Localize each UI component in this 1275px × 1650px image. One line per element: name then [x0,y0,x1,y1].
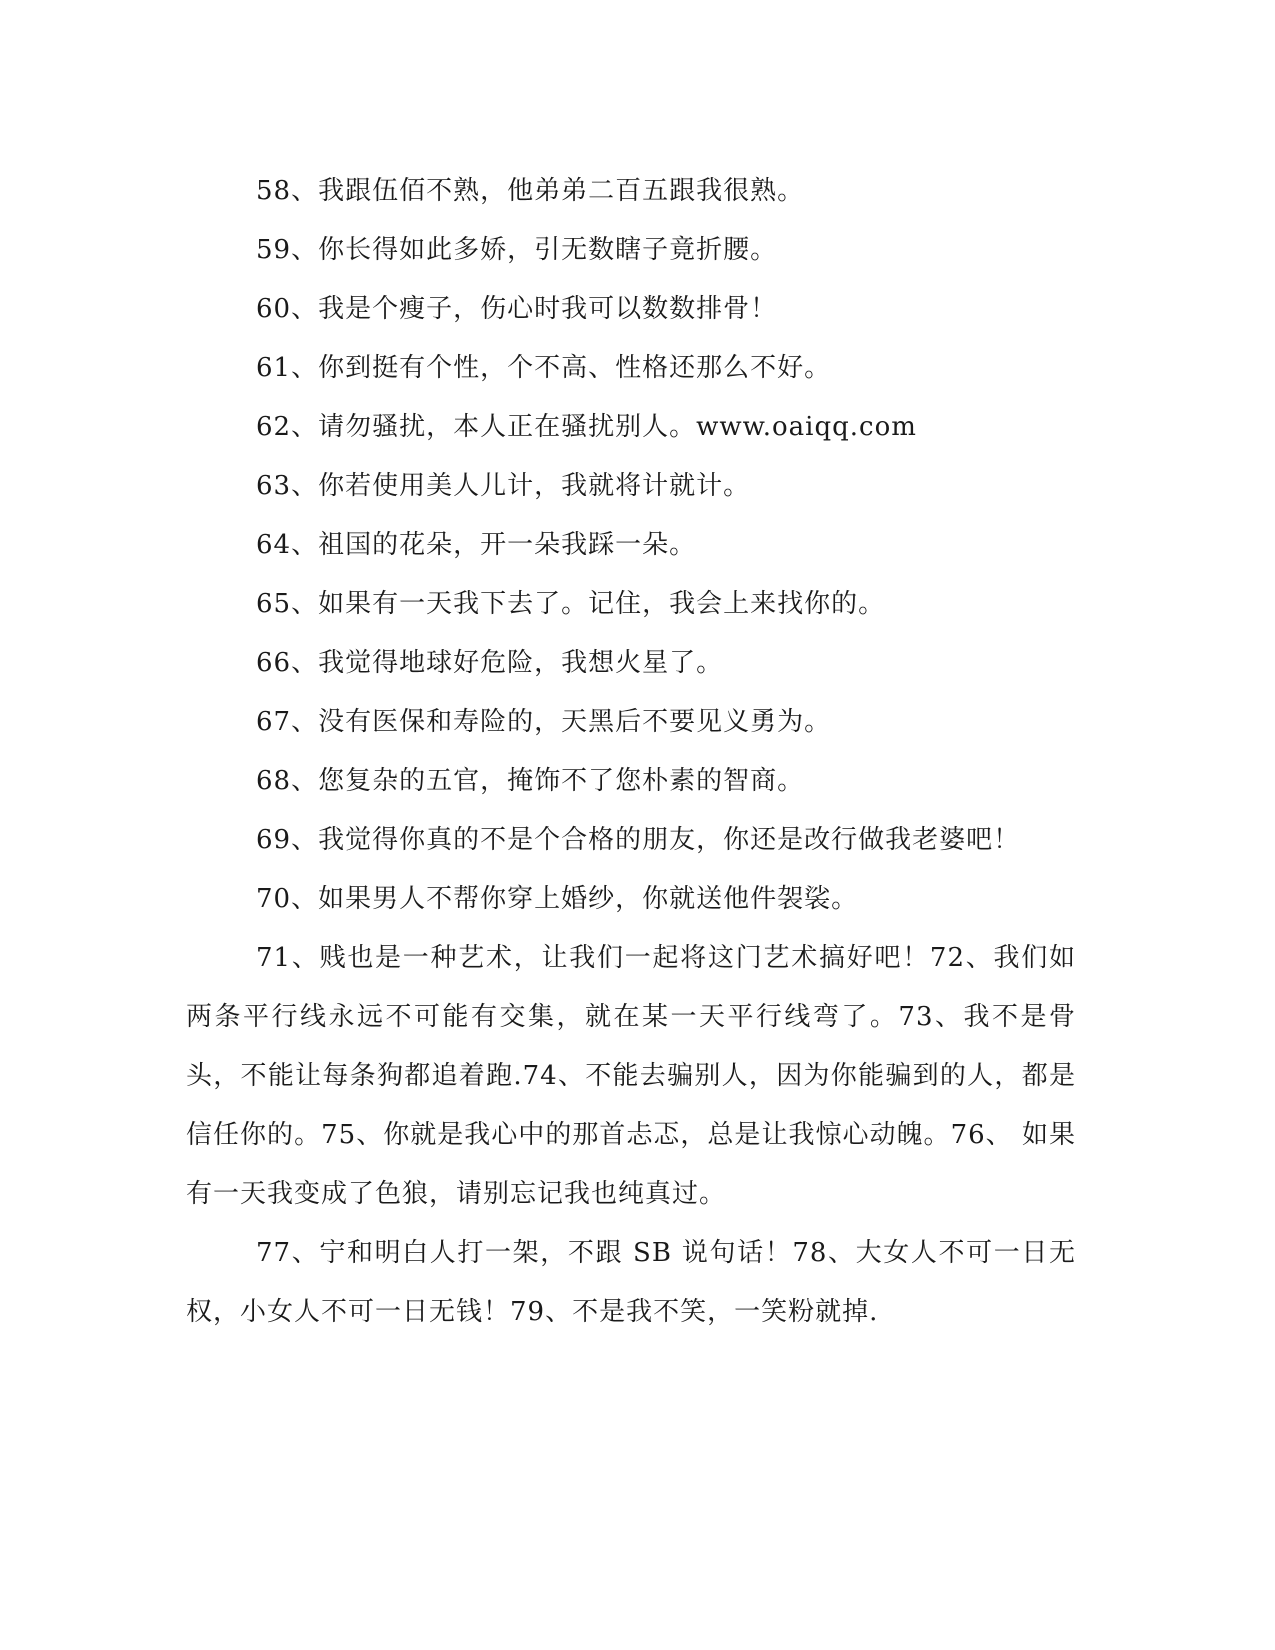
joke-line-63: 63、你若使用美人儿计，我就将计就计。 [256,471,751,501]
joke-line-69: 69、我觉得你真的不是个合格的朋友，你还是改行做我老婆吧！ [256,825,1021,855]
document-body [186,162,1076,1342]
joke-paragraph-77-79: 77、宁和明白人打一架，不跟 SB 说句话！78、大女人不可一日无权，小女人不可一日无钱！79、不是我不笑，一笑粉就掉. [186,1238,1076,1327]
joke-line-68: 68、您复杂的五官，掩饰不了您朴素的智商。 [256,766,805,796]
joke-line-62: 62、请勿骚扰，本人正在骚扰别人。www.oaiqq.com [256,412,917,442]
joke-line-65: 65、如果有一天我下去了。记住，我会上来找你的。 [256,589,886,619]
joke-line-61: 61、你到挺有个性，个不高、性格还那么不好。 [256,353,832,383]
joke-line-60: 60、我是个瘦子，伤心时我可以数数排骨！ [256,294,778,324]
joke-paragraph-71-76: 71、贱也是一种艺术，让我们一起将这门艺术搞好吧！72、我们如两条平行线永远不可能有交集，就在某一天平行线弯了。73、我不是骨头，不能让每条狗都追着跑.74、不能去骗别人，因为你能骗到的人，都是信任你的。75、你就是我心中的那首忐忑，总是让我惊心动魄。76、 如果有一天我变成了色狼，请别忘记我也纯真过。 [186,943,1076,1209]
joke-line-59: 59、你长得如此多娇，引无数瞎子竟折腰。 [256,235,778,265]
joke-line-66: 66、我觉得地球好危险，我想火星了。 [256,648,724,678]
joke-line-58: 58、我跟伍佰不熟，他弟弟二百五跟我很熟。 [256,176,805,206]
joke-line-64: 64、祖国的花朵，开一朵我踩一朵。 [256,530,697,560]
joke-line-70: 70、如果男人不帮你穿上婚纱，你就送他件袈裟。 [256,884,859,914]
joke-line-67: 67、没有医保和寿险的，天黑后不要见义勇为。 [256,707,832,737]
